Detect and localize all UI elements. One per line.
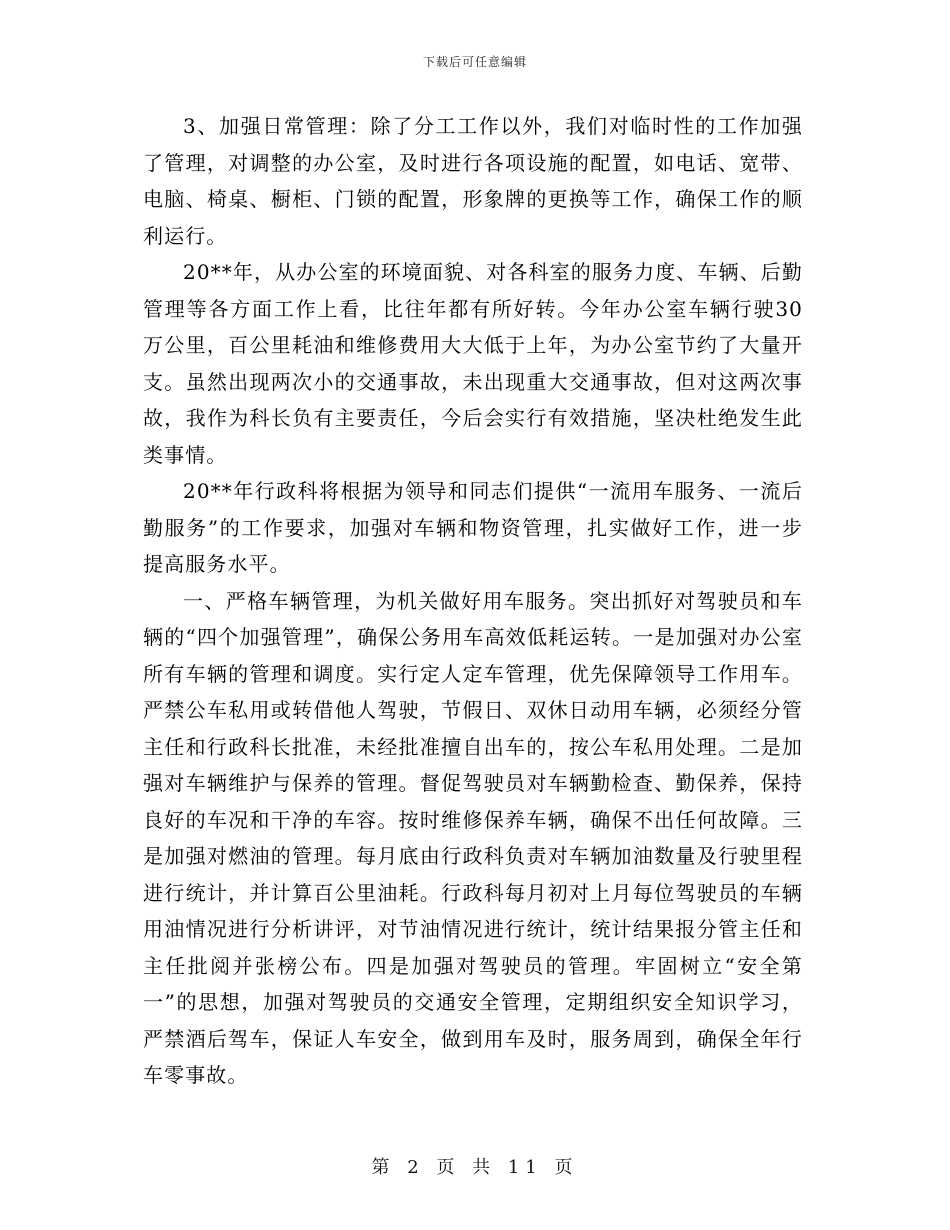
paragraph-daily-management: 3、加强日常管理：除了分工工作以外，我们对临时性的工作加强了管理，对调整的办公室，及时进行各项设施的配置，如电话、宽带、电脑、椅桌、橱柜、门锁的配置，形象牌的更换等工作，确保工作的顺利运行。 xyxy=(143,114,803,248)
paragraph-vehicle-management: 一、严格车辆管理，为机关做好用车服务。突出抓好对驾驶员和车辆的“四个加强管理”，确保公务用车高效低耗运转。一是加强对办公室所有车辆的管理和调度。实行定人定车管理，优先保障领导工作用车。严禁公车私用或转借他人驾驶，节假日、双休日动用车辆，必须经分管主任和行政科长批准，未经批准擅自出车的，按公车私用处理。二是加强对车辆维护与保养的管理。督促驾驶员对车辆勤检查、勤保养，保持良好的车况和干净的车容。按时维修保养车辆，确保不出任何故障。三是加强对燃油的管理。每月底由行政科负责对车辆加油数量及行驶里程进行统计，并计算百公里油耗。行政科每月初对上月每位驾驶员的车辆用油情况进行分析讲评，对节油情况进行统计，统计结果报分管主任和主任批阅并张榜公布。四是加强对驾驶员的管理。牢固树立“安全第一”的思想，加强对驾驶员的交通安全管理，定期组织安全知识学习，严禁酒后驾车，保证人车安全，做到用车及时，服务周到，确保全年行车零事故。 xyxy=(143,588,803,1087)
page-header-note: 下载后可任意编辑 xyxy=(422,55,527,69)
paragraph-next-year-plan: 20**年行政科将根据为领导和同志们提供“一流用车服务、一流后勤服务”的工作要求，加强对车辆和物资管理，扎实做好工作，进一步提高服务水平。 xyxy=(143,479,803,576)
document-body xyxy=(143,108,803,1094)
paragraph-annual-summary: 20**年，从办公室的环境面貌、对各科室的服务力度、车辆、后勤管理等各方面工作上看，比往年都有所好转。今年办公室车辆行驶30万公里，百公里耗油和维修费用大大低于上年，为办公室节约了大量开支。虽然出现两次小的交通事故，未出现重大交通事故，但对这两次事故，我作为科长负有主要责任，今后会实行有效措施，坚决杜绝发生此类事情。 xyxy=(143,260,803,467)
page-number-footer: 第 2 页 共 11 页 xyxy=(371,1157,579,1178)
